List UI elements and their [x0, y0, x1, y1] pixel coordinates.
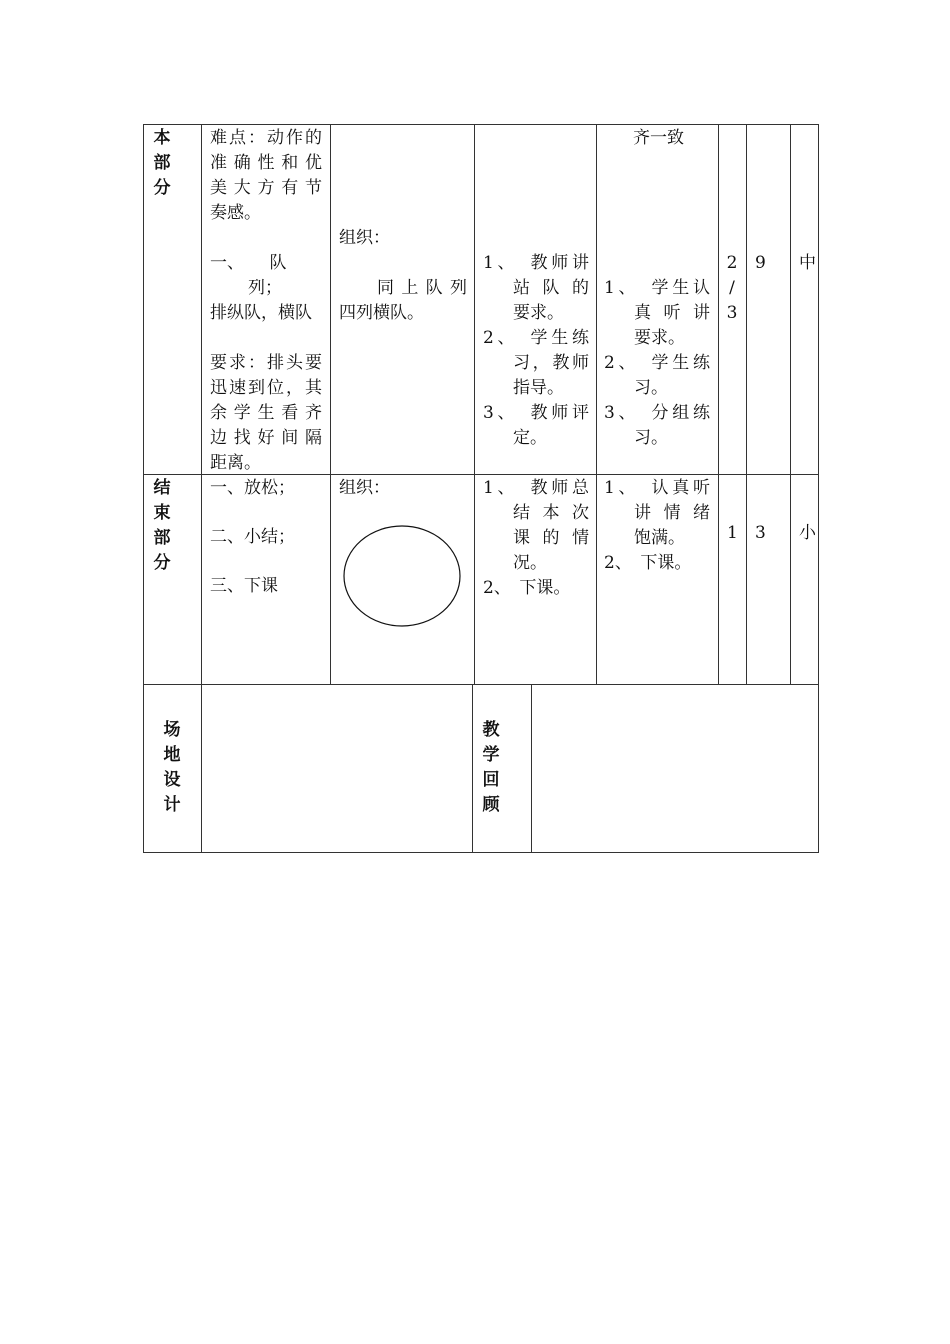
end-item: 一、放松； [210, 478, 295, 498]
main-content [210, 126, 322, 476]
times-char: 3 [726, 303, 738, 323]
venue-design-label [160, 718, 184, 818]
requirement-line: 距离。 [210, 453, 261, 473]
student-line: 讲情绪 [634, 503, 710, 523]
label-char: 束 [153, 503, 171, 523]
student-line: 1、 认真听 [604, 478, 710, 498]
teacher-line: 3、 教师评 [483, 403, 589, 423]
student-line: 2、 下课。 [604, 553, 692, 573]
main-intensity: 中 [799, 253, 816, 273]
student-line: 真听讲 [634, 303, 710, 323]
teaching-review-area [533, 686, 817, 851]
teacher-line: 结本次 [513, 503, 589, 523]
main-part-label [150, 126, 174, 201]
spacer [210, 550, 322, 575]
requirement-line: 边找好间隔 [210, 428, 322, 448]
student-line: 3、 分组练 [604, 403, 710, 423]
item-one-b: 列； [248, 278, 282, 298]
spacer [210, 501, 322, 526]
spacer [210, 326, 322, 351]
label-char: 学 [482, 745, 500, 765]
teacher-line: 2、 下课。 [483, 578, 571, 598]
label-char: 场 [163, 720, 181, 740]
teacher-line: 1、 教师讲 [483, 253, 589, 273]
label-char: 结 [153, 478, 171, 498]
label-char: 地 [163, 745, 181, 765]
requirement-line: 迅速到位，其 [210, 378, 322, 398]
end-student-activity [604, 476, 710, 576]
main-student-activity [604, 276, 710, 451]
end-teacher-activity [483, 476, 589, 601]
main-teacher-activity [483, 251, 589, 451]
end-part-label [150, 476, 174, 576]
main-times [720, 251, 744, 326]
end-item: 三、下课 [210, 576, 278, 596]
label-char: 回 [482, 770, 500, 790]
requirement-line: 要求：排头要 [210, 353, 322, 373]
end-item: 二、小结； [210, 527, 295, 547]
label-char: 部 [153, 528, 171, 548]
student-line: 习。 [634, 428, 668, 448]
label-char: 顾 [482, 795, 500, 815]
label-char: 设 [163, 770, 181, 790]
spacer [210, 226, 322, 251]
times-char: / [729, 278, 735, 298]
end-times: 1 [727, 523, 738, 543]
organization-label: 组织： [339, 228, 390, 248]
end-organization-label: 组织： [339, 478, 390, 498]
teacher-line: 要求。 [513, 303, 564, 323]
end-minutes: 3 [755, 523, 766, 543]
student-line: 饱满。 [634, 528, 685, 548]
student-line: 要求。 [634, 328, 685, 348]
main-minutes: 9 [755, 253, 766, 273]
teacher-line: 课的情 [513, 528, 589, 548]
teacher-line: 指导。 [513, 378, 564, 398]
item-one-a: 一、 队 [210, 253, 287, 273]
main-organization [339, 226, 467, 326]
difficulty-line: 准确性和优 [210, 153, 322, 173]
difficulty-line: 难点：动作的 [210, 128, 322, 148]
teacher-line: 况。 [513, 553, 547, 573]
label-char: 分 [153, 178, 171, 198]
student-top-text: 齐一致 [633, 128, 684, 148]
teacher-line: 2、 学生练 [483, 328, 589, 348]
student-line: 习。 [634, 378, 668, 398]
teacher-line: 习，教师 [513, 353, 589, 373]
label-char: 分 [153, 553, 171, 573]
difficulty-line: 奏感。 [210, 203, 261, 223]
organization-text: 同上队列 [377, 278, 467, 298]
end-content [210, 476, 322, 599]
student-line: 1、 学生认 [604, 278, 710, 298]
teacher-line: 站队的 [513, 278, 589, 298]
teacher-line: 定。 [513, 428, 547, 448]
student-line: 2、 学生练 [604, 353, 710, 373]
difficulty-line: 美大方有节 [210, 178, 322, 198]
formation-circle [344, 526, 460, 626]
venue-design-area [203, 686, 471, 851]
requirement-line: 余学生看齐 [210, 403, 322, 423]
label-char: 计 [163, 795, 181, 815]
end-intensity: 小 [799, 523, 816, 543]
label-char: 教 [482, 720, 500, 740]
times-char: 2 [726, 253, 738, 273]
label-char: 本 [153, 128, 171, 148]
teacher-line: 1、 教师总 [483, 478, 589, 498]
line-formation: 排纵队，横队 [210, 303, 312, 323]
organization-text: 四列横队。 [339, 303, 424, 323]
teaching-review-label [479, 718, 503, 818]
spacer [339, 251, 467, 276]
label-char: 部 [153, 153, 171, 173]
